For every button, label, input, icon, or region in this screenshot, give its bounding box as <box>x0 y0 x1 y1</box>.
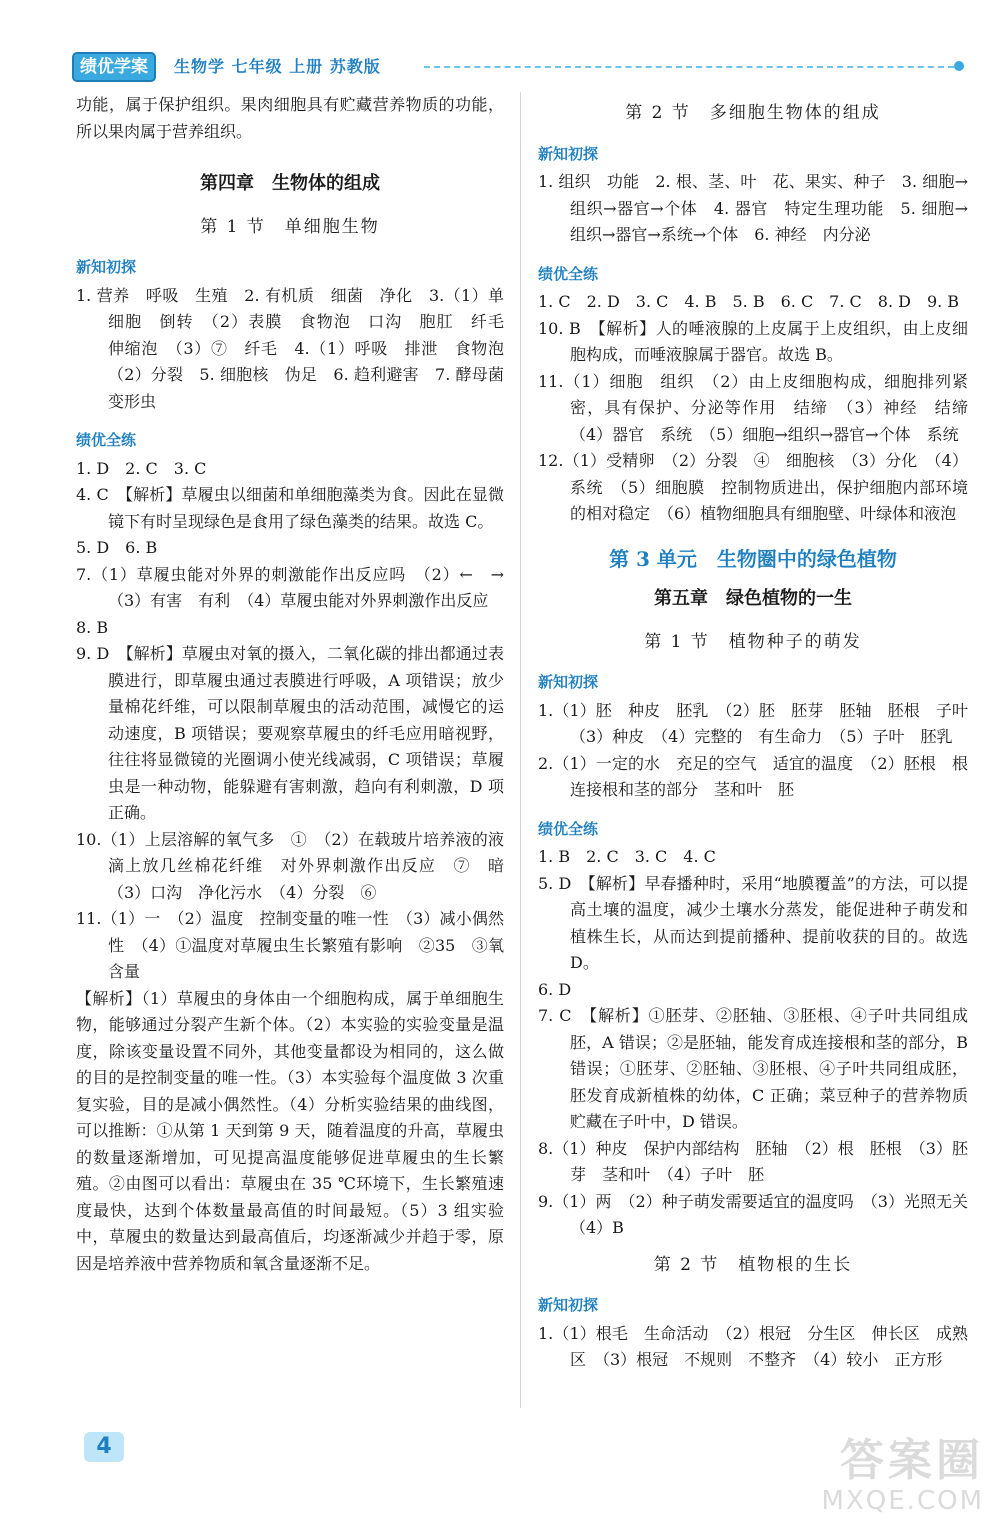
answer-paragraph: 11.（1）细胞 组织 （2）由上皮细胞构成，细胞排列紧密，具有保护、分泌等作用 结缔 （3）神经 结缔 （4）器官 系统 （5）细胞→组织→器官→个体 系统 <box>538 371 985 444</box>
page-header <box>72 50 972 86</box>
answer-line: 1. C 2. D 3. C 4. B 5. B 6. C 7. C 8. D 9. B <box>538 292 960 311</box>
answer-line: 6. D <box>538 979 572 999</box>
watermark-logo: 答案圈 <box>840 1435 984 1486</box>
answer-paragraph: 1. 组织 功能 2. 根、茎、叶 花、果实、种子 3. 细胞→组织→器官→个体 4. 器官 特定生理功能 5. 细胞→组织→器官→系统→个体 6. 神经 内分泌 <box>538 172 968 244</box>
section-2-title: 第 2 节 多细胞生物体的组成 <box>625 103 881 123</box>
site-watermark <box>794 1436 984 1526</box>
section-label-jiyou: 绩优全练 <box>538 819 599 838</box>
answer-line: 1. D 2. C 3. C <box>76 458 207 478</box>
answer-paragraph: 5. D 【解析】早春播种时，采用“地膜覆盖”的方法，可以提高土壤的温度，减少土壤水分蒸发，能促进种子萌发和植株生长，从而达到提前播种、提前收获的目的。故选 D。 <box>538 873 968 972</box>
answer-paragraph: 1. 营养 呼吸 生殖 2. 有机质 细菌 净化 3.（1）单细胞 倒转 （2）表膜 食物泡 口沟 胞肛 纤毛 伸缩泡 （3）⑦ 纤毛 4.（1）呼吸 排泄 食物泡 （2）分裂 5. 细胞核 伪足 6. 趋利避害 7. 酵母菌 变形虫 <box>76 285 521 411</box>
answer-paragraph: 10. B 【解析】人的唾液腺的上皮属于上皮组织，由上皮细胞构成，而唾液腺属于器官。故选 B。 <box>538 318 968 364</box>
answer-paragraph: 9. D 【解析】草履虫对氧的摄入，二氧化碳的排出都通过表膜进行，即草履虫通过表膜进行呼吸，A 项错误；放少量棉花纤维，可以限制草履虫的活动范围，减慢它的运动速度，B 项错误；要观察草履虫的纤毛应用暗视野，往往将显微镜的光圈调小使光线减弱，C 项错误；草履虫是一种动物，能躲避有害刺激，趋向有利刺激，D 项正确。 <box>76 644 504 822</box>
section-label-jiyou: 绩优全练 <box>538 264 599 283</box>
right-column <box>538 92 985 1374</box>
answer-paragraph: 1.（1）根毛 生命活动 （2）根冠 分生区 伸长区 成熟区 （3）根冠 不规则 不整齐 （4）较小 正方形 <box>538 1323 968 1369</box>
answer-paragraph: 7.（1）草履虫能对外界的刺激能作出反应吗 （2）← → （3）有害 有利 （4）草履虫能对外界刺激作出反应 <box>76 564 521 610</box>
column-divider <box>520 92 521 1408</box>
unit-3-title: 第 3 单元 生物圈中的绿色植物 <box>609 546 897 571</box>
answer-paragraph: 8.（1）种皮 保护内部结构 胚轴 （2）根 胚根 （3）胚芽 茎和叶 （4）子叶 胚 <box>538 1138 968 1184</box>
section-label-xinzhi: 新知初探 <box>538 144 599 163</box>
chapter-4-title: 第四章 生物体的组成 <box>200 173 380 194</box>
section-1-title: 第 1 节 单细胞生物 <box>200 216 380 237</box>
book-subtitle: 生物学 七年级 上册 苏教版 <box>174 57 381 76</box>
answer-paragraph: 2.（1）一定的水 充足的空气 适宜的温度 （2）胚根 根 连接根和茎的部分 茎和叶 胚 <box>538 753 985 799</box>
chapter-5-title: 第五章 绿色植物的一生 <box>654 588 852 609</box>
section-5-1-title: 第 1 节 植物种子的萌发 <box>644 631 862 652</box>
answer-paragraph: 10.（1）上层溶解的氧气多 ① （2）在载玻片培养液的液滴上放几丝棉花纤维 对外界刺激作出反应 ⑦ 暗 （3）口沟 净化污水 （4）分裂 ⑥ <box>76 829 521 902</box>
section-label-xinzhi: 新知初探 <box>76 258 137 276</box>
header-dot-icon <box>954 61 964 71</box>
section-label-jiyou: 绩优全练 <box>76 431 137 449</box>
answer-line: 8. B <box>76 617 109 637</box>
page-number: 4 <box>84 1432 124 1462</box>
section-label-xinzhi: 新知初探 <box>538 1296 599 1314</box>
brand-logo: 绩优学案 <box>72 52 156 82</box>
answer-paragraph: 12.（1）受精卵 （2）分裂 ④ 细胞核 （3）分化 （4）系统 （5）细胞膜 控制物质进出，保护细胞内部环境的相对稳定 （6）植物细胞具有细胞壁、叶绿体和液泡 <box>538 451 968 523</box>
answer-paragraph: 9.（1）两 （2）种子萌发需要适宜的温度吗 （3）光照无关 （4）B <box>538 1191 985 1237</box>
answer-paragraph: 7. C 【解析】①胚芽、②胚轴、③胚根、④子叶共同组成胚，A 错误；②是胚轴，能发育成连接根和茎的部分，B 错误；①胚芽、②胚轴、③胚根、④子叶共同组成胚，胚发育成新植株的幼体，C 正确；菜豆种子的营养物质贮藏在子叶中，D 错误。 <box>538 1006 968 1131</box>
intro-paragraph: 功能，属于保护组织。果肉细胞具有贮藏营养物质的功能，所以果肉属于营养组织。 <box>76 95 504 141</box>
section-5-2-title: 第 2 节 植物根的生长 <box>653 1254 853 1275</box>
header-dashed-line <box>424 66 954 68</box>
left-column <box>76 92 521 1277</box>
answer-paragraph: 11.（1）一 （2）温度 控制变量的唯一性 （3）减小偶然性 （4）①温度对草履虫生长繁殖有影响 ②35 ③氧含量 <box>76 909 504 981</box>
answer-paragraph: 1.（1）胚 种皮 胚乳 （2）胚 胚芽 胚轴 胚根 子叶 （3）种皮 （4）完整的 有生命力 （5）子叶 胚乳 <box>538 700 985 746</box>
answer-line: 5. D 6. B <box>76 538 158 557</box>
answer-line: 1. B 2. C 3. C 4. C <box>538 847 716 866</box>
section-label-xinzhi: 新知初探 <box>538 673 599 691</box>
answer-paragraph: 4. C 【解析】草履虫以细菌和单细胞藻类为食。因此在显微镜下有时呈现绿色是食用了绿色藻类的结果。故选 C。 <box>76 485 504 531</box>
analysis-paragraph: 【解析】（1）草履虫的身体由一个细胞构成，属于单细胞生物，能够通过分裂产生新个体。（2）本实验的实验变量是温度，除该变量设置不同外，其他变量都设为相同的，这么做的目的是控制变量的唯一性。（3）本实验每个温度做 3 次重复实验，目的是减小偶然性。（4）分析实验结果的曲线图，可以推断：①从第 1 天到第 9 天，随着温度的升高，草履虫的数量逐渐增加，可见提高温度能够促进草履虫的生长繁殖。②由图可以看出：草履虫在 35 ℃环境下，生长繁殖速度最快，达到个体数量最高值的时间最短。（5）3 组实验中，草履虫的数量达到最高值后，均逐渐减少并趋于零，原因是培养液中营养物质和氧含量逐渐不足。 <box>76 988 504 1273</box>
watermark-domain: MXQE.COM <box>821 1486 984 1516</box>
